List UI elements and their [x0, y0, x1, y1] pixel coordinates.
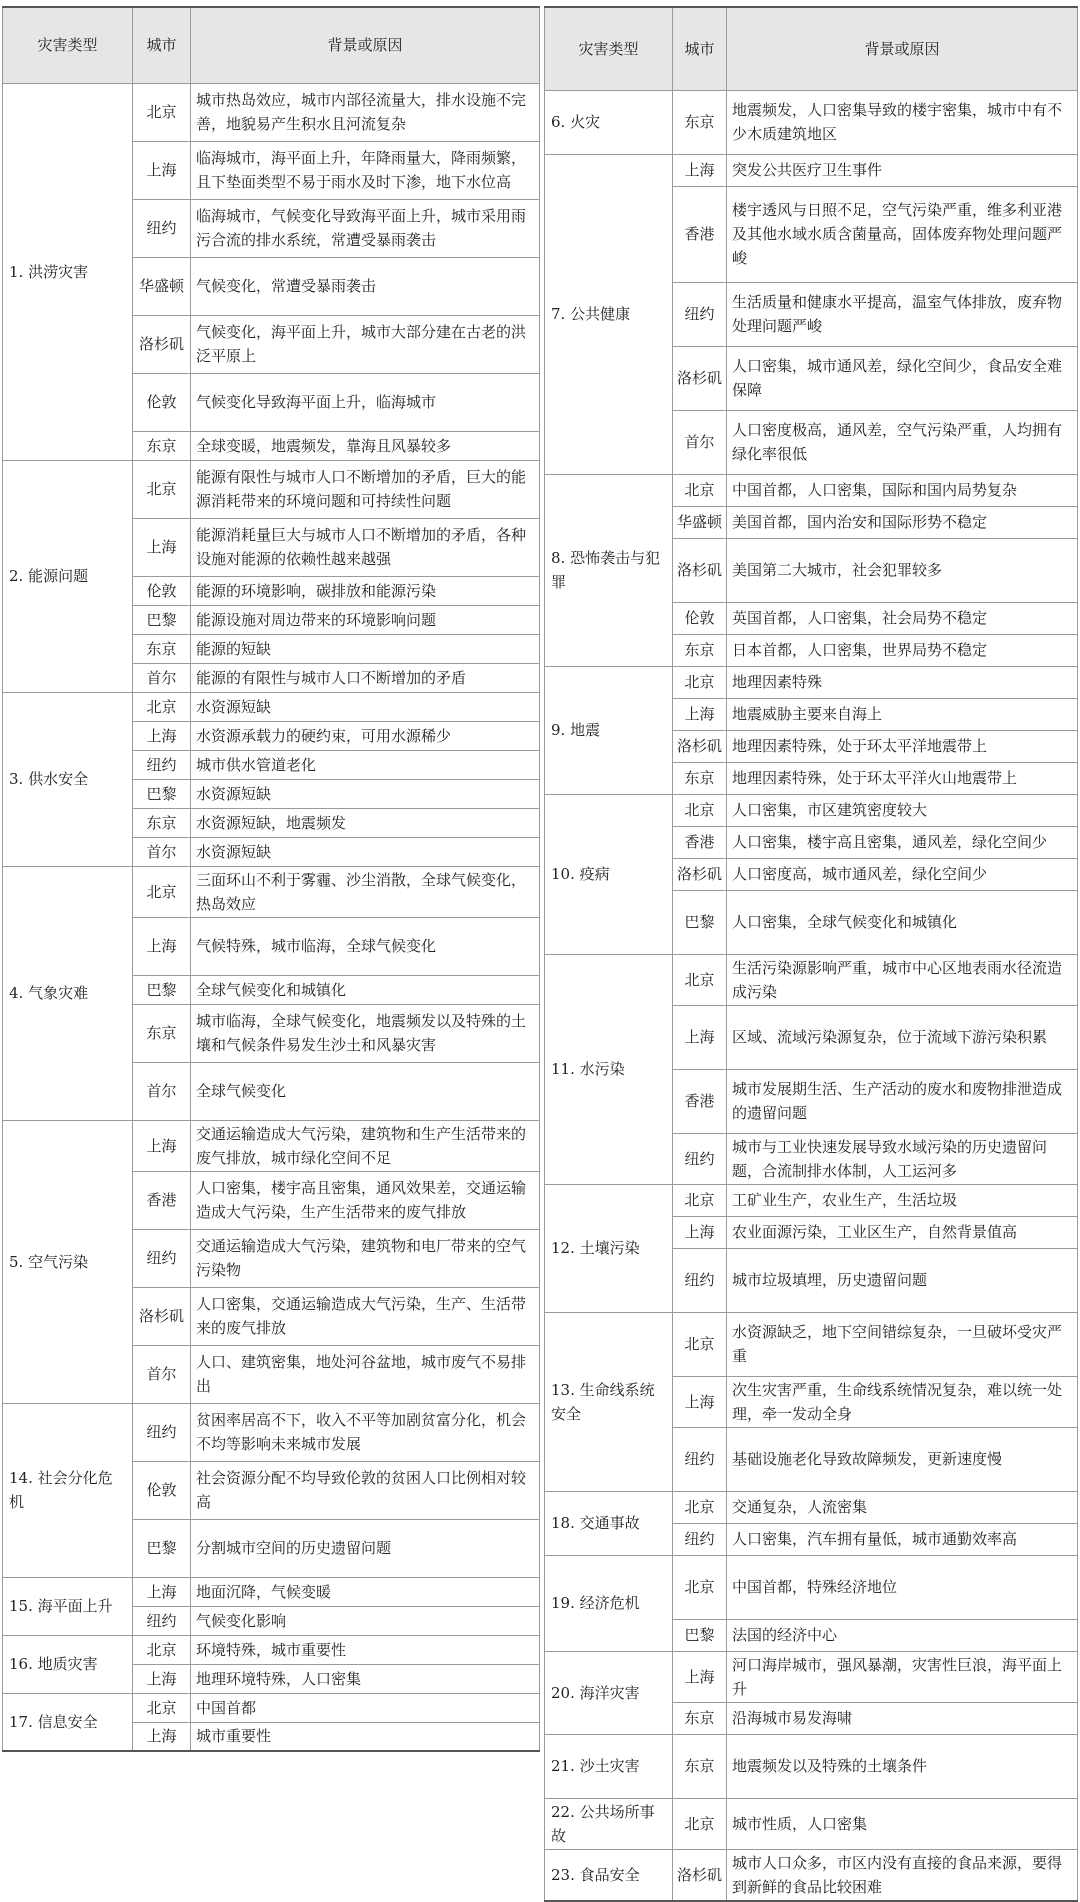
- city-cell: 上海: [133, 917, 191, 975]
- disaster-table-page: [0, 6, 1080, 1896]
- disaster-type-cell: 20. 海洋灾害: [545, 1651, 673, 1734]
- table-row: [3, 83, 540, 141]
- reason-cell: 能源的短缺: [191, 634, 540, 663]
- reason-cell: 水资源短缺: [191, 779, 540, 808]
- city-cell: 洛杉矶: [133, 1287, 191, 1345]
- reason-cell: 水资源缺乏，地下空间错综复杂，一旦破坏受灾严重: [727, 1312, 1078, 1376]
- reason-cell: 环境特殊，城市重要性: [191, 1635, 540, 1664]
- city-cell: 北京: [673, 954, 727, 1005]
- reason-cell: 贫困率居高不下，收入不平等加剧贫富分化，机会不均等影响未来城市发展: [191, 1403, 540, 1461]
- city-cell: 香港: [673, 186, 727, 282]
- city-cell: 北京: [133, 83, 191, 141]
- city-cell: 纽约: [133, 199, 191, 257]
- disaster-type-cell: 19. 经济危机: [545, 1555, 673, 1651]
- city-cell: 华盛顿: [133, 257, 191, 315]
- reason-cell: 人口密度高，城市通风差，绿化空间少: [727, 858, 1078, 890]
- table-row: [3, 1693, 540, 1722]
- city-cell: 北京: [673, 474, 727, 506]
- reason-cell: 全球气候变化和城镇化: [191, 975, 540, 1004]
- disaster-type-cell: 23. 食品安全: [545, 1849, 673, 1901]
- reason-cell: 水资源承载力的硬约束，可用水源稀少: [191, 721, 540, 750]
- table-row: [545, 1555, 1078, 1619]
- reason-cell: 人口密集，楼宇高且密集，通风效果差，交通运输造成大气污染，生产生活带来的废气排放: [191, 1171, 540, 1229]
- reason-cell: 工矿业生产，农业生产，生活垃圾: [727, 1184, 1078, 1216]
- reason-cell: 人口密集，交通运输造成大气污染，生产、生活带来的废气排放: [191, 1287, 540, 1345]
- city-cell: 伦敦: [673, 602, 727, 634]
- city-cell: 北京: [133, 1693, 191, 1722]
- reason-cell: 人口、建筑密集，地处河谷盆地，城市废气不易排出: [191, 1345, 540, 1403]
- city-cell: 东京: [673, 90, 727, 154]
- disaster-type-cell: 8. 恐怖袭击与犯罪: [545, 474, 673, 666]
- table-row: [3, 866, 540, 917]
- table-row: [3, 460, 540, 518]
- city-cell: 首尔: [133, 837, 191, 866]
- city-cell: 东京: [133, 1004, 191, 1062]
- reason-cell: 人口密集，汽车拥有量低，城市通勤效率高: [727, 1523, 1078, 1555]
- table-row: [545, 1312, 1078, 1376]
- reason-cell: 城市与工业快速发展导致水域污染的历史遗留问题，合流制排水体制，人工运河多: [727, 1133, 1078, 1184]
- city-cell: 东京: [133, 808, 191, 837]
- city-cell: 巴黎: [673, 890, 727, 954]
- city-cell: 上海: [133, 1577, 191, 1606]
- reason-cell: 城市人口众多，市区内没有直接的食品来源，要得到新鲜的食品比较困难: [727, 1849, 1078, 1901]
- reason-cell: 气候变化影响: [191, 1606, 540, 1635]
- city-cell: 北京: [673, 1491, 727, 1523]
- reason-cell: 能源消耗量巨大与城市人口不断增加的矛盾，各种设施对能源的依赖性越来越强: [191, 518, 540, 576]
- city-cell: 巴黎: [133, 1519, 191, 1577]
- header-reason: 背景或原因: [727, 7, 1078, 90]
- city-cell: 纽约: [673, 1523, 727, 1555]
- reason-cell: 楼宇透风与日照不足，空气污染严重，维多利亚港及其他水域水质含菌量高，固体废弃物处理问题严峻: [727, 186, 1078, 282]
- reason-cell: 地面沉降，气候变暖: [191, 1577, 540, 1606]
- city-cell: 上海: [673, 1651, 727, 1702]
- header-row: [3, 7, 540, 83]
- city-cell: 洛杉矶: [673, 730, 727, 762]
- table-row: [545, 1184, 1078, 1216]
- city-cell: 伦敦: [133, 576, 191, 605]
- reason-cell: 能源有限性与城市人口不断增加的矛盾，巨大的能源消耗带来的环境问题和可持续性问题: [191, 460, 540, 518]
- disaster-type-cell: 6. 火灾: [545, 90, 673, 154]
- city-cell: 首尔: [133, 1345, 191, 1403]
- city-cell: 北京: [673, 1312, 727, 1376]
- disaster-type-cell: 5. 空气污染: [3, 1120, 133, 1403]
- city-cell: 洛杉矶: [673, 1849, 727, 1901]
- city-cell: 上海: [133, 518, 191, 576]
- city-cell: 上海: [673, 1216, 727, 1248]
- disaster-type-cell: 13. 生命线系统安全: [545, 1312, 673, 1491]
- city-cell: 洛杉矶: [133, 315, 191, 373]
- city-cell: 纽约: [673, 1427, 727, 1491]
- reason-cell: 日本首都，人口密集，世界局势不稳定: [727, 634, 1078, 666]
- city-cell: 洛杉矶: [673, 858, 727, 890]
- city-cell: 纽约: [673, 1248, 727, 1312]
- reason-cell: 农业面源污染，工业区生产，自然背景值高: [727, 1216, 1078, 1248]
- reason-cell: 突发公共医疗卫生事件: [727, 154, 1078, 186]
- city-cell: 上海: [133, 1120, 191, 1171]
- city-cell: 香港: [133, 1171, 191, 1229]
- reason-cell: 临海城市，气候变化导致海平面上升，城市采用雨污合流的排水系统，常遭受暴雨袭击: [191, 199, 540, 257]
- table-row: [3, 1120, 540, 1171]
- city-cell: 华盛顿: [673, 506, 727, 538]
- reason-cell: 人口密集，楼宇高且密集，通风差，绿化空间少: [727, 826, 1078, 858]
- city-cell: 北京: [133, 1635, 191, 1664]
- disaster-type-cell: 17. 信息安全: [3, 1693, 133, 1751]
- city-cell: 东京: [673, 1734, 727, 1798]
- reason-cell: 人口密集，城市通风差，绿化空间少，食品安全难保障: [727, 346, 1078, 410]
- city-cell: 北京: [673, 666, 727, 698]
- city-cell: 上海: [133, 141, 191, 199]
- table-row: [545, 666, 1078, 698]
- reason-cell: 英国首都，人口密集，社会局势不稳定: [727, 602, 1078, 634]
- disaster-type-cell: 9. 地震: [545, 666, 673, 794]
- city-cell: 纽约: [133, 1229, 191, 1287]
- city-cell: 伦敦: [133, 1461, 191, 1519]
- reason-cell: 地理因素特殊: [727, 666, 1078, 698]
- city-cell: 巴黎: [133, 605, 191, 634]
- city-cell: 北京: [133, 460, 191, 518]
- city-cell: 纽约: [133, 1606, 191, 1635]
- reason-cell: 城市发展期生活、生产活动的废水和废物排泄造成的遗留问题: [727, 1069, 1078, 1133]
- city-cell: 巴黎: [133, 975, 191, 1004]
- city-cell: 上海: [133, 1722, 191, 1751]
- reason-cell: 地震频发以及特殊的土壤条件: [727, 1734, 1078, 1798]
- reason-cell: 交通复杂，人流密集: [727, 1491, 1078, 1523]
- reason-cell: 地理因素特殊，处于环太平洋地震带上: [727, 730, 1078, 762]
- disaster-type-cell: 2. 能源问题: [3, 460, 133, 692]
- reason-cell: 地震威胁主要来自海上: [727, 698, 1078, 730]
- table-row: [545, 1491, 1078, 1523]
- city-cell: 香港: [673, 826, 727, 858]
- reason-cell: 美国第二大城市，社会犯罪较多: [727, 538, 1078, 602]
- reason-cell: 人口密度极高，通风差，空气污染严重，人均拥有绿化率很低: [727, 410, 1078, 474]
- table-row: [3, 1635, 540, 1664]
- city-cell: 北京: [673, 1798, 727, 1849]
- table-row: [3, 1577, 540, 1606]
- table-right-half: [544, 6, 1078, 1896]
- reason-cell: 水资源短缺，地震频发: [191, 808, 540, 837]
- reason-cell: 人口密集，市区建筑密度较大: [727, 794, 1078, 826]
- city-cell: 北京: [133, 866, 191, 917]
- table-row: [545, 90, 1078, 154]
- city-cell: 香港: [673, 1069, 727, 1133]
- reason-cell: 社会资源分配不均导致伦敦的贫困人口比例相对较高: [191, 1461, 540, 1519]
- header-city: 城市: [133, 7, 191, 83]
- city-cell: 洛杉矶: [673, 538, 727, 602]
- city-cell: 北京: [133, 692, 191, 721]
- city-cell: 伦敦: [133, 373, 191, 431]
- reason-cell: 地理因素特殊，处于环太平洋火山地震带上: [727, 762, 1078, 794]
- disaster-type-cell: 15. 海平面上升: [3, 1577, 133, 1635]
- disaster-type-cell: 10. 疫病: [545, 794, 673, 954]
- city-cell: 北京: [673, 1184, 727, 1216]
- reason-cell: 生活污染源影响严重，城市中心区地表雨水径流造成污染: [727, 954, 1078, 1005]
- header-disaster-type: 灾害类型: [545, 7, 673, 90]
- reason-cell: 能源的有限性与城市人口不断增加的矛盾: [191, 663, 540, 692]
- city-cell: 纽约: [133, 1403, 191, 1461]
- reason-cell: 地震频发，人口密集导致的楼宇密集，城市中有不少木质建筑地区: [727, 90, 1078, 154]
- table-row: [545, 474, 1078, 506]
- reason-cell: 全球变暖，地震频发，靠海且风暴较多: [191, 431, 540, 460]
- city-cell: 纽约: [133, 750, 191, 779]
- reason-cell: 河口海岸城市，强风暴潮，灾害性巨浪，海平面上升: [727, 1651, 1078, 1702]
- city-cell: 东京: [133, 431, 191, 460]
- city-cell: 上海: [673, 154, 727, 186]
- city-cell: 上海: [673, 1376, 727, 1427]
- reason-cell: 分割城市空间的历史遗留问题: [191, 1519, 540, 1577]
- table-row: [3, 1403, 540, 1461]
- reason-cell: 城市性质，人口密集: [727, 1798, 1078, 1849]
- city-cell: 纽约: [673, 1133, 727, 1184]
- reason-cell: 法国的经济中心: [727, 1619, 1078, 1651]
- table-row: [545, 794, 1078, 826]
- city-cell: 纽约: [673, 282, 727, 346]
- disaster-type-cell: 7. 公共健康: [545, 154, 673, 474]
- city-cell: 东京: [133, 634, 191, 663]
- disaster-type-cell: 22. 公共场所事故: [545, 1798, 673, 1849]
- table-row: [545, 1651, 1078, 1702]
- table-row: [3, 692, 540, 721]
- disaster-type-cell: 21. 沙土灾害: [545, 1734, 673, 1798]
- reason-cell: 城市重要性: [191, 1722, 540, 1751]
- disaster-type-cell: 14. 社会分化危机: [3, 1403, 133, 1577]
- disaster-type-cell: 4. 气象灾难: [3, 866, 133, 1120]
- reason-cell: 地理环境特殊，人口密集: [191, 1664, 540, 1693]
- reason-cell: 临海城市，海平面上升，年降雨量大，降雨频繁，且下垫面类型不易于雨水及时下渗，地下水位高: [191, 141, 540, 199]
- reason-cell: 全球气候变化: [191, 1062, 540, 1120]
- city-cell: 首尔: [133, 663, 191, 692]
- reason-cell: 中国首都，人口密集，国际和国内局势复杂: [727, 474, 1078, 506]
- city-cell: 东京: [673, 1702, 727, 1734]
- table-row: [545, 1734, 1078, 1798]
- city-cell: 上海: [133, 1664, 191, 1693]
- reason-cell: 水资源短缺: [191, 837, 540, 866]
- city-cell: 上海: [673, 698, 727, 730]
- reason-cell: 三面环山不利于雾霾、沙尘消散，全球气候变化，热岛效应: [191, 866, 540, 917]
- city-cell: 北京: [673, 794, 727, 826]
- table-row: [545, 1798, 1078, 1849]
- reason-cell: 气候特殊，城市临海，全球气候变化: [191, 917, 540, 975]
- disaster-type-cell: 18. 交通事故: [545, 1491, 673, 1555]
- city-cell: 巴黎: [673, 1619, 727, 1651]
- reason-cell: 能源设施对周边带来的环境影响问题: [191, 605, 540, 634]
- reason-cell: 生活质量和健康水平提高，温室气体排放，废弃物处理问题严峻: [727, 282, 1078, 346]
- reason-cell: 城市临海，全球气候变化，地震频发以及特殊的土壤和气候条件易发生沙土和风暴灾害: [191, 1004, 540, 1062]
- reason-cell: 水资源短缺: [191, 692, 540, 721]
- reason-cell: 区域、流域污染源复杂，位于流域下游污染积累: [727, 1005, 1078, 1069]
- disaster-type-cell: 12. 土壤污染: [545, 1184, 673, 1312]
- disaster-table-left: [2, 6, 540, 1752]
- reason-cell: 中国首都，特殊经济地位: [727, 1555, 1078, 1619]
- reason-cell: 交通运输造成大气污染，建筑物和生产生活带来的废气排放，城市绿化空间不足: [191, 1120, 540, 1171]
- disaster-type-cell: 16. 地质灾害: [3, 1635, 133, 1693]
- header-reason: 背景或原因: [191, 7, 540, 83]
- reason-cell: 交通运输造成大气污染，建筑物和电厂带来的空气污染物: [191, 1229, 540, 1287]
- header-disaster-type: 灾害类型: [3, 7, 133, 83]
- disaster-table-right: [544, 6, 1078, 1902]
- table-left-half: [2, 6, 540, 1746]
- disaster-type-cell: 3. 供水安全: [3, 692, 133, 866]
- table-row: [545, 954, 1078, 1005]
- city-cell: 洛杉矶: [673, 346, 727, 410]
- header-city: 城市: [673, 7, 727, 90]
- reason-cell: 气候变化，海平面上升，城市大部分建在古老的洪泛平原上: [191, 315, 540, 373]
- city-cell: 东京: [673, 634, 727, 666]
- city-cell: 上海: [673, 1005, 727, 1069]
- reason-cell: 气候变化导致海平面上升，临海城市: [191, 373, 540, 431]
- city-cell: 巴黎: [133, 779, 191, 808]
- reason-cell: 城市供水管道老化: [191, 750, 540, 779]
- reason-cell: 城市热岛效应，城市内部径流量大，排水设施不完善，地貌易产生积水且河流复杂: [191, 83, 540, 141]
- reason-cell: 次生灾害严重，生命线系统情况复杂，难以统一处理，牵一发动全身: [727, 1376, 1078, 1427]
- city-cell: 首尔: [673, 410, 727, 474]
- reason-cell: 人口密集，全球气候变化和城镇化: [727, 890, 1078, 954]
- header-row: [545, 7, 1078, 90]
- reason-cell: 能源的环境影响，碳排放和能源污染: [191, 576, 540, 605]
- disaster-type-cell: 11. 水污染: [545, 954, 673, 1184]
- city-cell: 北京: [673, 1555, 727, 1619]
- table-row: [545, 1849, 1078, 1901]
- reason-cell: 城市垃圾填埋，历史遗留问题: [727, 1248, 1078, 1312]
- reason-cell: 基础设施老化导致故障频发，更新速度慢: [727, 1427, 1078, 1491]
- reason-cell: 美国首都，国内治安和国际形势不稳定: [727, 506, 1078, 538]
- city-cell: 首尔: [133, 1062, 191, 1120]
- table-row: [545, 154, 1078, 186]
- disaster-type-cell: 1. 洪涝灾害: [3, 83, 133, 460]
- reason-cell: 沿海城市易发海啸: [727, 1702, 1078, 1734]
- city-cell: 东京: [673, 762, 727, 794]
- city-cell: 上海: [133, 721, 191, 750]
- reason-cell: 气候变化，常遭受暴雨袭击: [191, 257, 540, 315]
- reason-cell: 中国首都: [191, 1693, 540, 1722]
